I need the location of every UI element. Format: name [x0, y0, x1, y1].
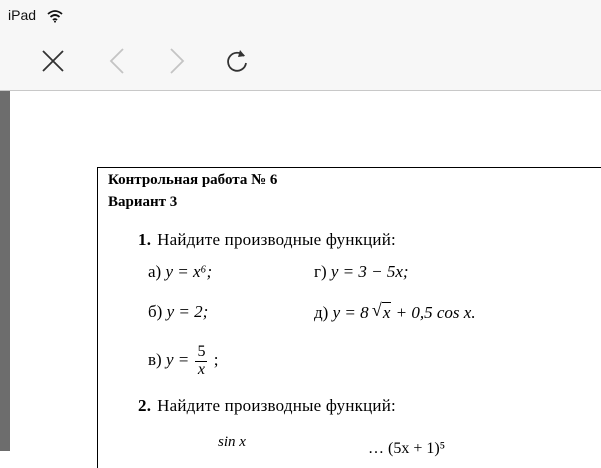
- chevron-left-icon: [108, 47, 126, 75]
- task-2-text: Найдите производные функций:: [157, 396, 396, 415]
- square-root: √ x: [371, 300, 391, 322]
- fraction: [195, 344, 207, 379]
- status-bar: [0, 0, 601, 34]
- item-label: г): [314, 262, 327, 281]
- item-label: д): [314, 303, 329, 322]
- task-2-number: 2.: [138, 396, 152, 415]
- task-1-item-b: [148, 302, 208, 322]
- task-1-number: 1.: [138, 230, 152, 249]
- back-button[interactable]: [102, 46, 132, 76]
- reload-icon: [223, 47, 251, 75]
- task-1-text: Найдите производные функций:: [157, 230, 396, 249]
- item-formula: y = 2;: [166, 302, 209, 321]
- item-formula-suffix: ;: [213, 350, 219, 370]
- document-viewer[interactable]: [0, 91, 601, 457]
- task-2-heading: [138, 396, 396, 416]
- item-label: в): [148, 350, 162, 370]
- task-1-item-v: [148, 344, 218, 379]
- document-title: Контрольная работа № 6: [108, 172, 278, 188]
- item-formula: y = x⁶;: [165, 262, 213, 281]
- task-1-item-d: [314, 302, 476, 323]
- left-gutter: [0, 91, 10, 451]
- chevron-right-icon: [168, 47, 186, 75]
- wifi-icon: [47, 9, 63, 23]
- forward-button[interactable]: [162, 46, 192, 76]
- item-label: а): [148, 262, 162, 281]
- device-name: iPad: [8, 7, 37, 23]
- document-variant: Вариант 3: [108, 194, 178, 210]
- task-1-item-a: [148, 262, 212, 282]
- fraction-numerator: 5: [197, 343, 206, 360]
- task-2-partial-formula: sin x: [218, 434, 246, 450]
- reload-button[interactable]: [222, 46, 252, 76]
- fraction-denominator: x: [197, 360, 206, 378]
- item-formula-prefix: y = 8: [332, 303, 369, 322]
- task-2-partial-formula-b: … (5x + 1)⁵: [368, 440, 446, 457]
- browser-toolbar: [0, 34, 601, 91]
- radicand: x: [382, 303, 391, 322]
- task-1-heading: [138, 230, 396, 250]
- close-icon: [40, 48, 66, 74]
- document-page: [97, 167, 601, 468]
- item-label: б): [148, 302, 163, 321]
- task-1-item-g: [314, 262, 409, 282]
- item-formula: y = 3 − 5x;: [330, 262, 409, 281]
- item-formula-suffix: + 0,5 cos x.: [395, 303, 476, 322]
- close-button[interactable]: [38, 46, 68, 76]
- item-formula-prefix: y =: [165, 350, 190, 370]
